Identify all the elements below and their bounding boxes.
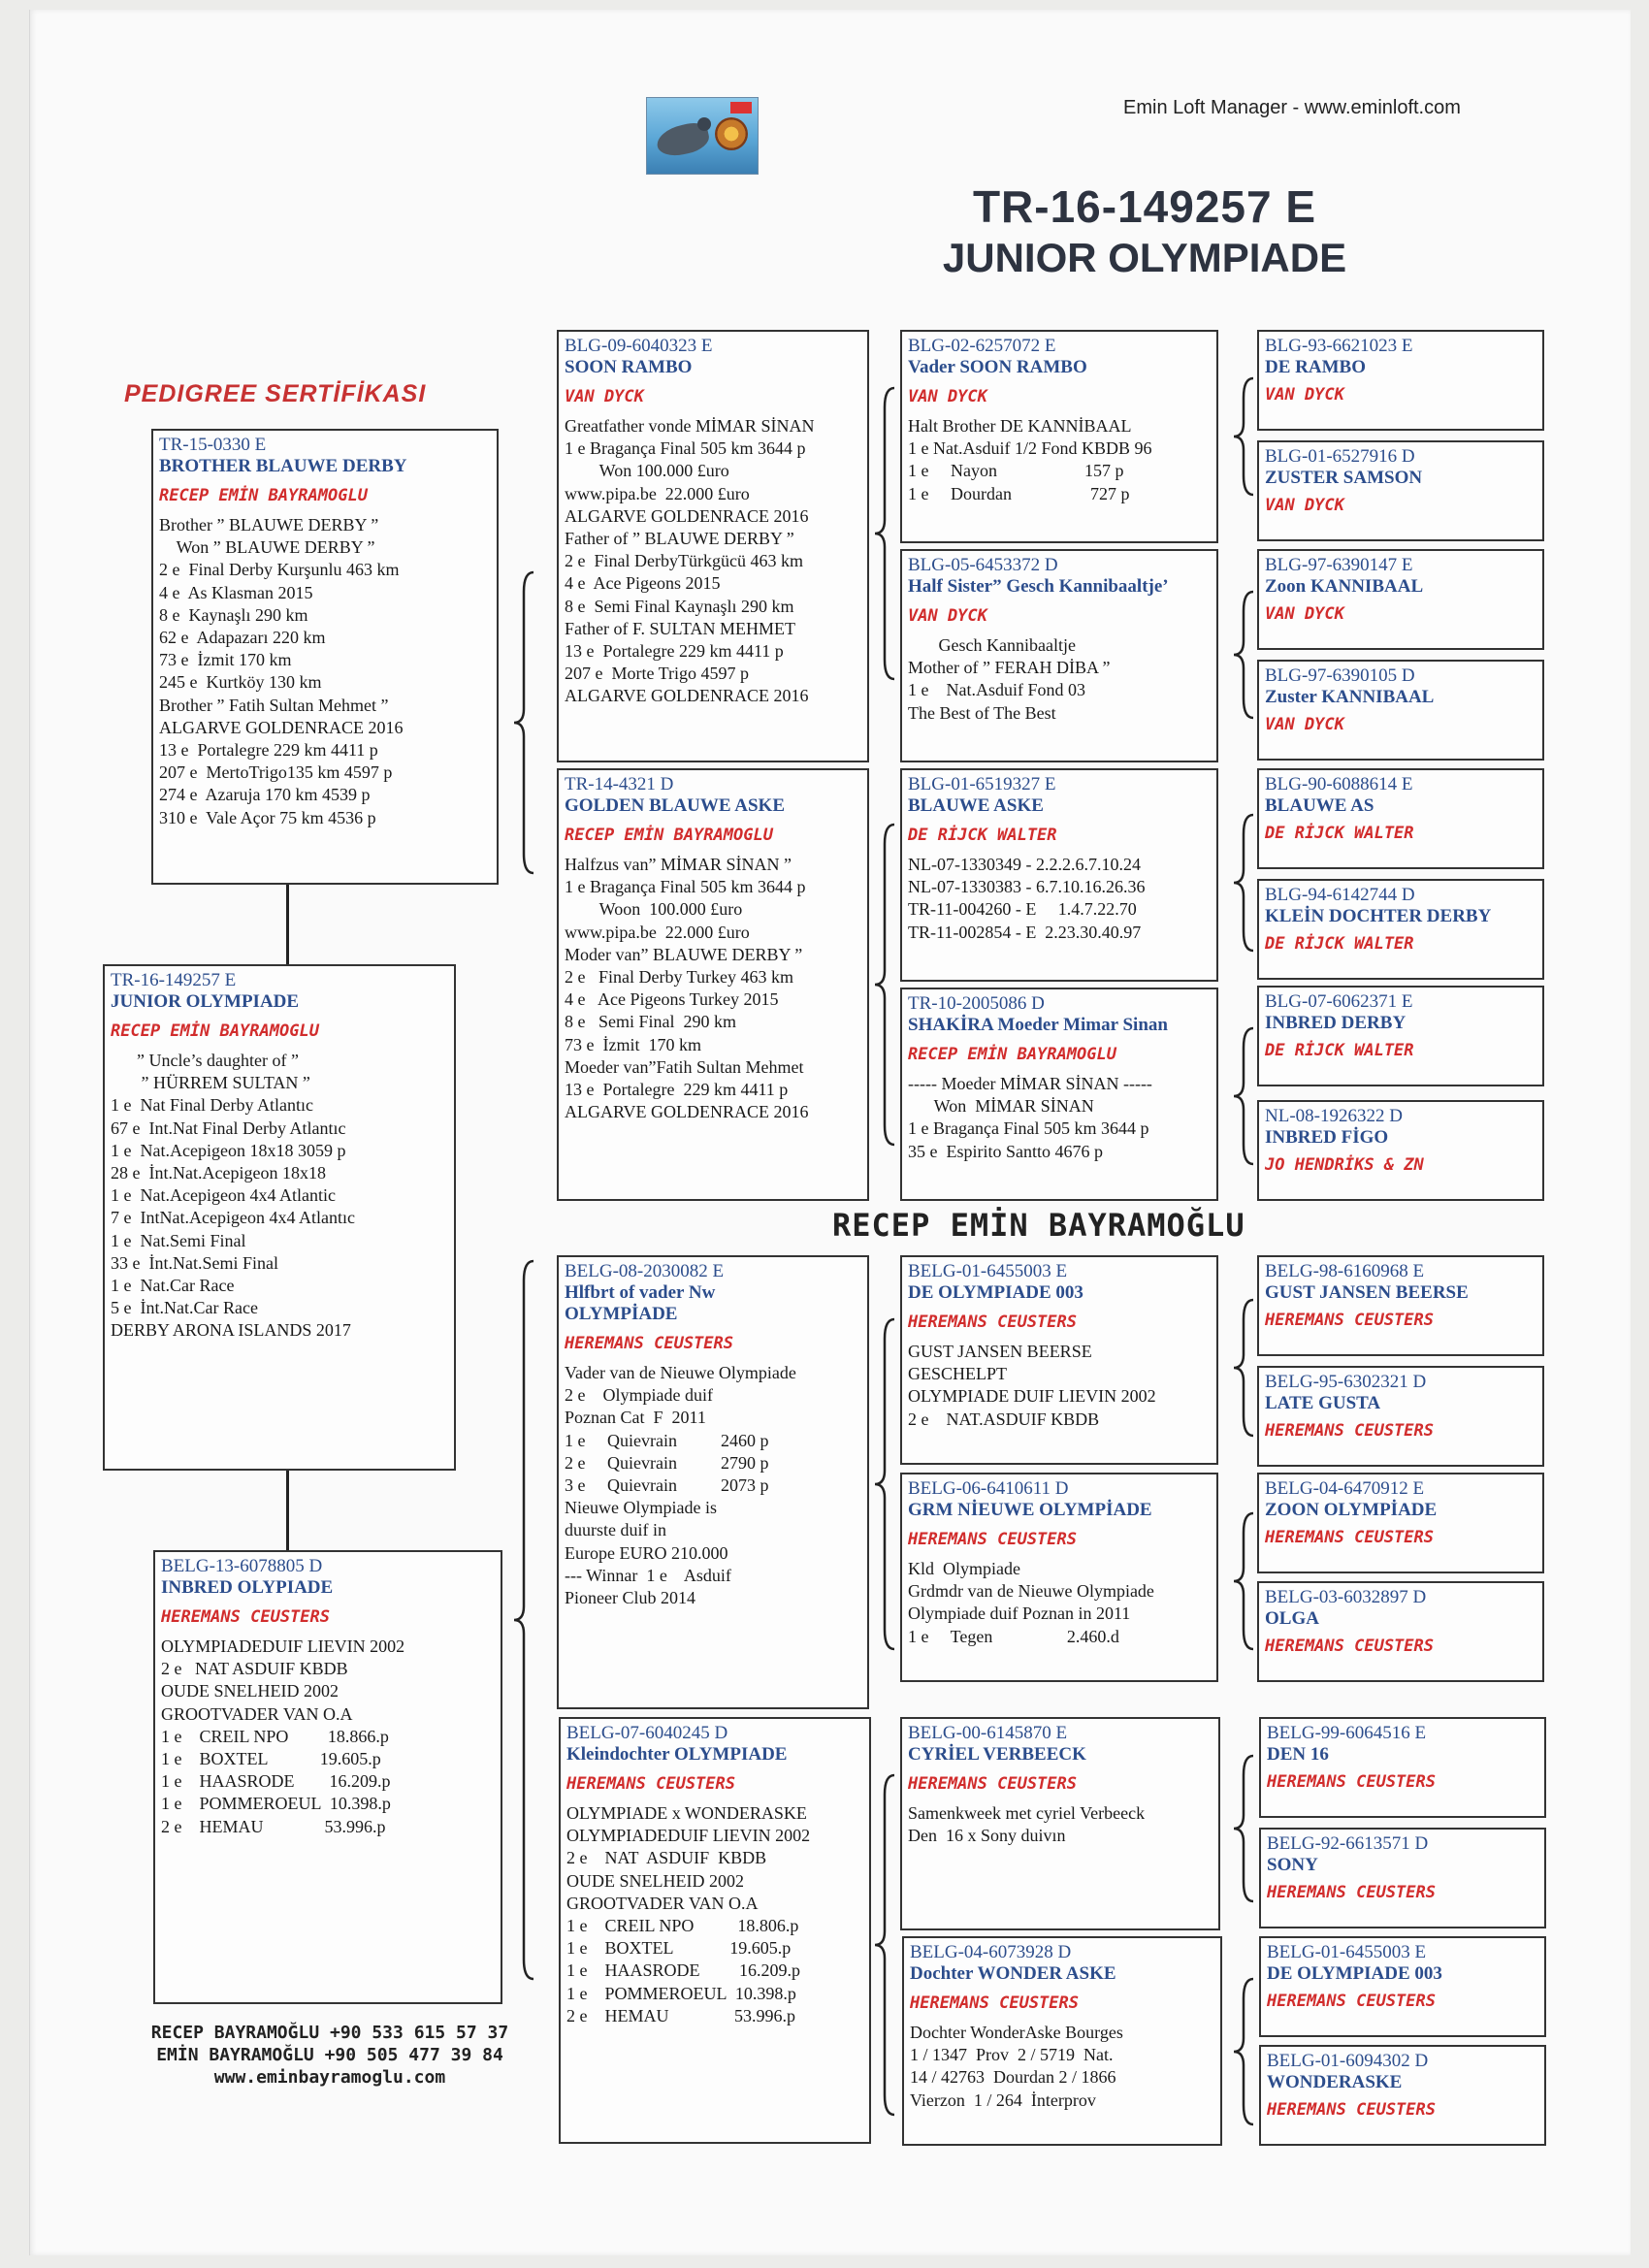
great-grandparent-card <box>900 549 1218 762</box>
website-link[interactable]: www.eminbayramoglu.com <box>213 2067 446 2088</box>
performance-notes: Samenkweek met cyriel Verbeeck Den 16 x Sony duivın <box>908 1803 1146 1846</box>
pigeon-name: Zoon KANNIBAAL <box>1265 576 1424 597</box>
pigeon-name: GRM NİEUWE OLYMPİADE <box>908 1500 1152 1520</box>
pigeon-name: INBRED DERBY <box>1265 1013 1406 1033</box>
pigeon-name: Kleindochter OLYMPIADE <box>566 1744 788 1765</box>
ancestor-card <box>1257 440 1544 541</box>
great-grandparent-card <box>900 330 1218 543</box>
breeder-name: HEREMANS CEUSTERS <box>161 1607 330 1627</box>
owner-name: RECEP EMİN BAYRAMOĞLU <box>832 1207 1245 1244</box>
ring-number: BELG-01-6094302 D <box>1267 2051 1429 2071</box>
breeder-name: HEREMANS CEUSTERS <box>1265 1636 1434 1656</box>
grandparent-card <box>559 1717 871 2144</box>
breeder-name: HEREMANS CEUSTERS <box>908 1530 1077 1549</box>
breeder-name: VAN DYCK <box>1265 385 1344 405</box>
performance-notes: ” Uncle’s daughter of ” ” HÜRREM SULTAN ” 1 e Nat Final Derby Atlantıc 67 e Int.Nat Final Derby Atlantıc 1 e Nat.Acepigeon 18x18 3059 p 28 e İnt.Nat.Acepigeon 18x18 1 e Nat.Acepigeon 4x4 Atlantic 7 e IntNat.Acepigeon 4x4 Atlantıc 1 e Nat.Semi Final 33 e İnt.Nat.Semi Final 1 e Nat.Car Race 5 e İnt.Nat.Car Race DERBY ARONA ISLANDS 2017 <box>111 1051 355 1341</box>
pigeon-name: BROTHER BLAUWE DERBY <box>159 456 407 476</box>
performance-notes: OLYMPIADE x WONDERASKE OLYMPIADEDUIF LIEVIN 2002 2 e NAT ASDUIF KBDB OUDE SNELHEID 2002 GROOTVADER VAN O.A 1 e CREIL NPO 18.806.p 1 e BOXTEL 19.605.p 1 e HAASRODE 16.209.p 1 e POMMEROEUL 10.398.p 2 e HEMAU 53.996.p <box>566 1803 811 2025</box>
pigeon-name: ZUSTER SAMSON <box>1265 468 1423 488</box>
great-grandparent-card <box>900 1717 1220 1930</box>
breeder-name: HEREMANS CEUSTERS <box>1267 1992 1436 2011</box>
performance-notes: Halt Brother DE KANNİBAAL 1 e Nat.Asduif 1/2 Fond KBDB 96 1 e Nayon 157 p 1 e Dourdan 727 p <box>908 416 1152 503</box>
ring-number: BLG-09-6040323 E <box>565 336 713 356</box>
bracket-connector <box>1234 815 1253 951</box>
ring-number: BLG-93-6621023 E <box>1265 336 1413 356</box>
breeder-name: DE RİJCK WALTER <box>1265 1041 1414 1060</box>
pigeon-name: Dochter WONDER ASKE <box>910 1963 1116 1984</box>
dam-card <box>153 1550 502 2004</box>
ancestor-card <box>1259 1936 1546 2037</box>
performance-notes: Kld Olympiade Grdmdr van de Nieuwe Olympiade Olympiade duif Poznan in 2011 1 e Tegen 2.460.d <box>908 1559 1154 1646</box>
ring-number: BELG-00-6145870 E <box>908 1723 1068 1743</box>
pigeon-name: CYRİEL VERBEECK <box>908 1744 1086 1765</box>
bracket-connector <box>1234 1513 1253 1649</box>
ring-number: BLG-01-6527916 D <box>1265 446 1415 467</box>
pigeon-name: DE RAMBO <box>1265 357 1366 377</box>
ring-number: BELG-95-6302321 D <box>1265 1372 1427 1392</box>
great-grandparent-card <box>902 1936 1222 2146</box>
ring-number: BLG-05-6453372 D <box>908 555 1058 575</box>
ancestor-card <box>1257 330 1544 431</box>
pigeon-name: INBRED OLYPIADE <box>161 1577 334 1598</box>
ancestor-card <box>1257 986 1544 1086</box>
breeder-name: JO HENDRİKS & ZN <box>1265 1155 1424 1175</box>
bracket-connector <box>875 388 894 679</box>
great-grandparent-card <box>900 988 1218 1201</box>
breeder-name: HEREMANS CEUSTERS <box>565 1334 733 1353</box>
ring-number: BELG-03-6032897 D <box>1265 1587 1427 1607</box>
subject-card <box>103 964 456 1471</box>
pigeon-name: WONDERASKE <box>1267 2072 1403 2092</box>
ring-number: BELG-06-6410611 D <box>908 1478 1069 1499</box>
performance-notes: NL-07-1330349 - 2.2.2.6.7.10.24 NL-07-1330383 - 6.7.10.16.26.36 TR-11-004260 - E 1.4.7.22.70 TR-11-002854 - E 2.23.30.40.97 <box>908 855 1146 942</box>
breeder-name: HEREMANS CEUSTERS <box>1267 1772 1436 1792</box>
breeder-name: VAN DYCK <box>1265 715 1344 734</box>
bracket-connector <box>875 825 894 1145</box>
performance-notes: OLYMPIADEDUIF LIEVIN 2002 2 e NAT ASDUIF KBDB OUDE SNELHEID 2002 GROOTVADER VAN O.A 1 e CREIL NPO 18.866.p 1 e BOXTEL 19.605.p 1 e HAASRODE 16.209.p 1 e POMMEROEUL 10.398.p 2 e HEMAU 53.996.p <box>161 1636 405 1836</box>
ancestor-card <box>1259 2045 1546 2146</box>
breeder-name: HEREMANS CEUSTERS <box>1267 1883 1436 1902</box>
ancestor-card <box>1257 1255 1544 1356</box>
ring-number: BELG-98-6160968 E <box>1265 1261 1425 1281</box>
ring-number: BELG-99-6064516 E <box>1267 1723 1427 1743</box>
breeder-name: HEREMANS CEUSTERS <box>908 1774 1077 1794</box>
grandparent-card <box>557 768 869 1201</box>
breeder-name: HEREMANS CEUSTERS <box>1265 1528 1434 1547</box>
ring-number: BLG-07-6062371 E <box>1265 991 1413 1012</box>
ancestor-card <box>1257 549 1544 650</box>
breeder-name: VAN DYCK <box>908 387 987 406</box>
ring-number: BELG-13-6078805 D <box>161 1556 323 1576</box>
ring-number: BELG-04-6470912 E <box>1265 1478 1425 1499</box>
ring-number: BLG-97-6390147 E <box>1265 555 1413 575</box>
great-grandparent-card <box>900 1255 1218 1465</box>
bracket-connector <box>1234 1300 1253 1436</box>
ring-number: BELG-04-6073928 D <box>910 1942 1072 1962</box>
pigeon-name: GOLDEN BLAUWE ASKE <box>565 795 785 816</box>
certificate-title: PEDIGREE SERTİFİKASI <box>124 380 427 407</box>
breeder-name: RECEP EMİN BAYRAMOGLU <box>565 826 773 845</box>
great-grandparent-card <box>900 768 1218 982</box>
bracket-connector <box>1234 1979 1253 2124</box>
ring-number: TR-16-149257 E <box>111 970 237 990</box>
pigeon-name: LATE GUSTA <box>1265 1393 1381 1413</box>
pigeon-name: BLAUWE AS <box>1265 795 1374 816</box>
bracket-connector <box>1234 378 1253 495</box>
ring-number: BLG-97-6390105 D <box>1265 665 1415 686</box>
pigeon-name: KLEİN DOCHTER DERBY <box>1265 906 1492 926</box>
ring-number: TR-14-4321 D <box>565 774 674 794</box>
pigeon-name: INBRED FİGO <box>1265 1127 1389 1148</box>
software-credit: Emin Loft Manager - www.eminloft.com <box>1123 97 1461 118</box>
pigeon-name: JUNIOR OLYMPIADE <box>111 991 300 1012</box>
bracket-connector <box>875 1319 894 1649</box>
performance-notes: Vader van de Nieuwe Olympiade 2 e Olympiade duif Poznan Cat F 2011 1 e Quievrain 2460 p 2 e Quievrain 2790 p 3 e Quievrain 2073 p Nieuwe Olympiade is duurste duif in Europe EURO 210.000 --- Winnar 1 e Asduif Pioneer Club 2014 <box>565 1363 796 1608</box>
pigeon-name: GUST JANSEN BEERSE <box>1265 1282 1469 1303</box>
ancestor-card <box>1257 660 1544 761</box>
pigeon-name: Half Sister” Gesch Kannibaaltje’ <box>908 576 1169 597</box>
ancestor-card <box>1257 1581 1544 1682</box>
breeder-name: RECEP EMİN BAYRAMOGLU <box>111 1021 319 1041</box>
ring-number: BELG-08-2030082 E <box>565 1261 725 1281</box>
performance-notes: Brother ” BLAUWE DERBY ” Won ” BLAUWE DERBY ” 2 e Final Derby Kurşunlu 463 km 4 e As Klasman 2015 8 e Kaynaşlı 290 km 62 e Adapazarı 220 km 73 e İzmit 170 km 245 e Kurtköy 130 km Brother ” Fatih Sultan Mehmet ” ALGARVE GOLDENRACE 2016 13 e Portalegre 229 km 4411 p 207 e MertoTrigo135 km 4597 p 274 e Azaruja 170 km 4539 p 310 e Vale Açor 75 km 4536 p <box>159 515 404 827</box>
bracket-connector <box>1234 592 1253 718</box>
pigeon-name: OLGA <box>1265 1608 1319 1629</box>
bracket-connector <box>514 1261 534 1979</box>
great-grandparent-card <box>900 1473 1218 1682</box>
breeder-name: HEREMANS CEUSTERS <box>566 1774 735 1794</box>
pigeon-name: DE OLYMPIADE 003 <box>1267 1963 1442 1984</box>
grandparent-card <box>557 1255 869 1709</box>
breeder-name: HEREMANS CEUSTERS <box>908 1312 1077 1332</box>
ring-number: BELG-01-6455003 E <box>1267 1942 1427 1962</box>
breeder-name: DE RİJCK WALTER <box>908 826 1057 845</box>
performance-notes: Halfzus van” MİMAR SİNAN ” 1 e Bragança Final 505 km 3644 p Woon 100.000 £uro www.pipa.be 22.000 £uro Moder van” BLAUWE DERBY ” 2 e Final Derby Turkey 463 km 4 e Ace Pigeons Turkey 2015 8 e Semi Final 290 km 73 e İzmit 170 km Moeder van”Fatih Sultan Mehmet 13 e Portalegre 229 km 4411 p ALGARVE GOLDENRACE 2016 <box>565 855 809 1122</box>
breeder-name: DE RİJCK WALTER <box>1265 824 1414 843</box>
bracket-connector <box>1234 1028 1253 1164</box>
pigeon-name: BLAUWE ASKE <box>908 795 1044 816</box>
ring-number: BLG-94-6142744 D <box>1265 885 1415 905</box>
contact-phone-2: EMİN BAYRAMOĞLU +90 505 477 39 84 <box>156 2045 503 2065</box>
pigeon-name: DEN 16 <box>1267 1744 1329 1765</box>
ring-number: TR-15-0330 E <box>159 435 267 455</box>
breeder-name: RECEP EMİN BAYRAMOGLU <box>908 1045 1116 1064</box>
ancestor-card <box>1257 1366 1544 1467</box>
pigeon-name: Hlfbrt of vader Nw OLYMPİADE <box>565 1282 716 1324</box>
pigeon-name: SOON RAMBO <box>565 357 693 377</box>
sire-card <box>151 429 499 885</box>
pigeon-name: ZOON OLYMPİADE <box>1265 1500 1438 1520</box>
ancestor-card <box>1257 768 1544 869</box>
ancestor-card <box>1257 1100 1544 1201</box>
contact-block <box>116 2022 543 2089</box>
performance-notes: ----- Moeder MİMAR SİNAN ----- Won MİMAR SİNAN 1 e Bragança Final 505 km 3644 p 35 e Espirito Santto 4676 p <box>908 1074 1152 1161</box>
main-ring-number: TR-16-149257 E <box>972 181 1317 232</box>
ancestor-card <box>1257 1473 1544 1573</box>
main-pigeon-name: JUNIOR OLYMPIADE <box>942 235 1347 280</box>
contact-phone-1: RECEP BAYRAMOĞLU +90 533 615 57 37 <box>150 2023 509 2043</box>
pigeon-name: DE OLYMPIADE 003 <box>908 1282 1083 1303</box>
breeder-name: HEREMANS CEUSTERS <box>910 1993 1079 2013</box>
ring-number: BELG-07-6040245 D <box>566 1723 728 1743</box>
grandparent-card <box>557 330 869 762</box>
performance-notes: Dochter WonderAske Bourges 1 / 1347 Prov 2 / 5719 Nat. 14 / 42763 Dourdan 2 / 1866 Vierzon 1 / 264 İnterprov <box>910 2023 1123 2110</box>
breeder-name: VAN DYCK <box>908 606 987 626</box>
breeder-name: VAN DYCK <box>565 387 644 406</box>
pigeon-name: SONY <box>1267 1855 1318 1875</box>
breeder-name: HEREMANS CEUSTERS <box>1267 2100 1436 2120</box>
breeder-name: DE RİJCK WALTER <box>1265 934 1414 954</box>
ring-number: NL-08-1926322 D <box>1265 1106 1403 1126</box>
ring-number: BELG-92-6613571 D <box>1267 1833 1429 1854</box>
ring-number: TR-10-2005086 D <box>908 993 1045 1014</box>
bracket-connector <box>875 1775 894 2115</box>
ancestor-card <box>1259 1717 1546 1818</box>
breeder-name: RECEP EMİN BAYRAMOGLU <box>159 486 368 505</box>
performance-notes: Gesch Kannibaaltje Mother of ” FERAH DİBA ” 1 e Nat.Asduif Fond 03 The Best of The Best <box>908 635 1111 723</box>
breeder-name: HEREMANS CEUSTERS <box>1265 1421 1434 1441</box>
ring-number: BELG-01-6455003 E <box>908 1261 1068 1281</box>
pigeon-name: Vader SOON RAMBO <box>908 357 1087 377</box>
ring-number: BLG-02-6257072 E <box>908 336 1056 356</box>
performance-notes: Greatfather vonde MİMAR SİNAN 1 e Bragança Final 505 km 3644 p Won 100.000 £uro www.pipa.be 22.000 £uro ALGARVE GOLDENRACE 2016 Father of ” BLAUWE DERBY ” 2 e Final DerbyTürkgücü 463 km 4 e Ace Pigeons 2015 8 e Semi Final Kaynaşlı 290 km Father of F. SULTAN MEHMET 13 e Portalegre 229 km 4411 p 207 e Morte Trigo 4597 p ALGARVE GOLDENRACE 2016 <box>565 416 815 706</box>
performance-notes: GUST JANSEN BEERSE GESCHELPT OLYMPIADE DUIF LIEVIN 2002 2 e NAT.ASDUIF KBDB <box>908 1342 1156 1429</box>
bracket-connector <box>514 572 534 873</box>
pigeon-name: SHAKİRA Moeder Mimar Sinan <box>908 1015 1168 1035</box>
ancestor-card <box>1259 1828 1546 1928</box>
ring-number: BLG-01-6519327 E <box>908 774 1056 794</box>
breeder-name: HEREMANS CEUSTERS <box>1265 1311 1434 1330</box>
breeder-name: VAN DYCK <box>1265 496 1344 515</box>
breeder-name: VAN DYCK <box>1265 604 1344 624</box>
bracket-connector <box>1234 1756 1253 1901</box>
pigeon-name: Zuster KANNIBAAL <box>1265 687 1435 707</box>
ancestor-card <box>1257 879 1544 980</box>
ring-number: BLG-90-6088614 E <box>1265 774 1413 794</box>
